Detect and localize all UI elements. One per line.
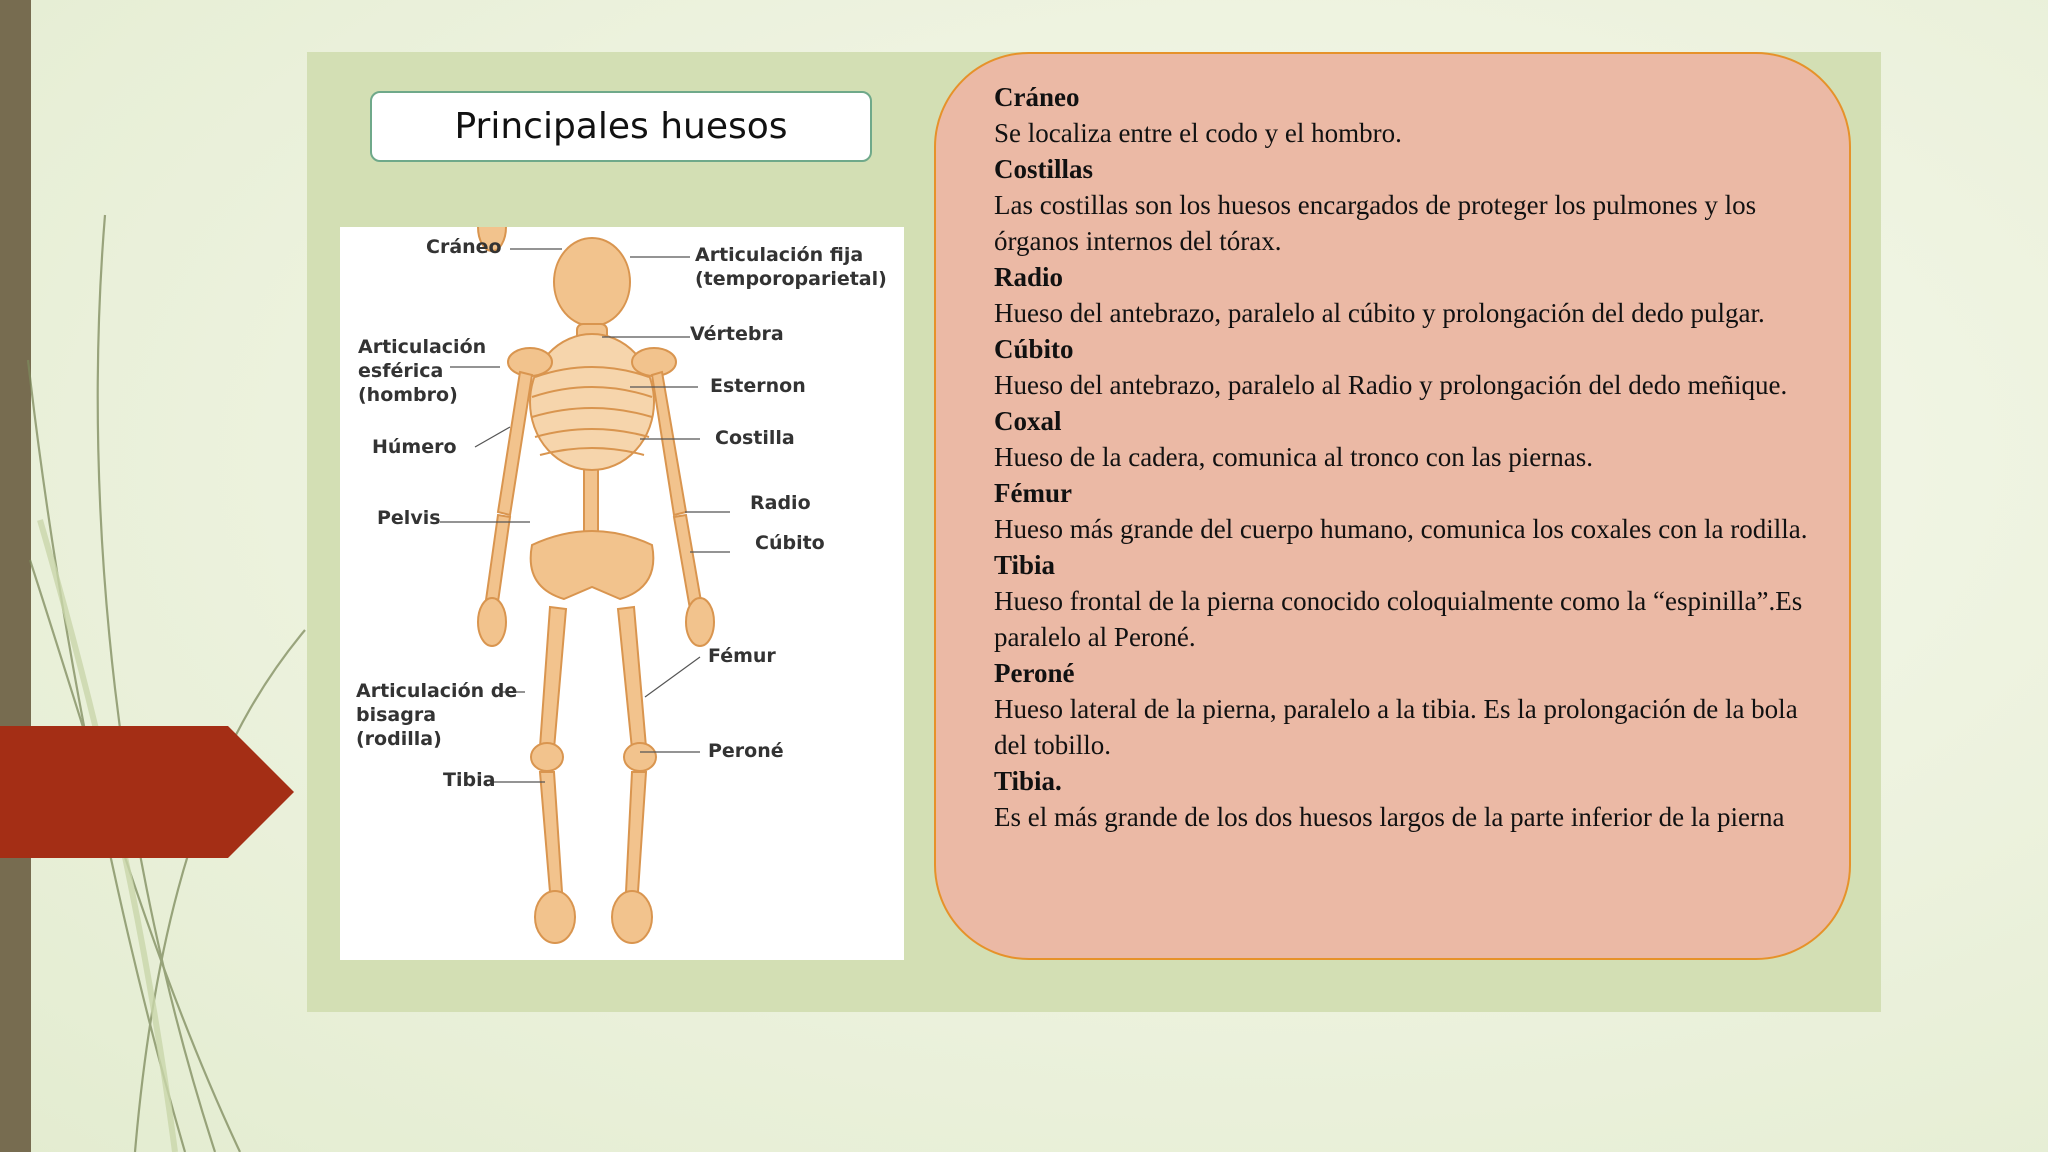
bone-term: Coxal <box>994 406 1062 436</box>
bone-term: Fémur <box>994 478 1072 508</box>
label-cubito: Cúbito <box>755 532 825 554</box>
slide-title: Principales huesos <box>454 106 788 147</box>
bone-term: Radio <box>994 262 1064 292</box>
title-box <box>370 91 872 162</box>
label-vertebra: Vértebra <box>690 323 784 345</box>
bone-description: Hueso más grande del cuerpo humano, comunica los coxales con la rodilla. <box>994 514 1808 544</box>
label-humero: Húmero <box>372 436 457 458</box>
bone-term: Tibia <box>994 550 1056 580</box>
bone-entry <box>994 403 1824 475</box>
label-tibia: Tibia <box>443 769 496 791</box>
bone-entry <box>994 547 1824 655</box>
label-femur: Fémur <box>708 645 776 667</box>
bone-term: Costillas <box>994 154 1094 184</box>
bone-term: Peroné <box>994 658 1075 688</box>
bone-entry <box>994 763 1824 835</box>
bone-description: Las costillas son los huesos encargados de proteger los pulmones y los órganos internos del tórax. <box>994 190 1757 256</box>
bone-entry <box>994 151 1824 259</box>
bone-description: Hueso del antebrazo, paralelo al cúbito y prolongación del dedo pulgar. <box>994 298 1765 328</box>
label-craneo: Cráneo <box>426 236 502 258</box>
label-art-bis-3: (rodilla) <box>356 728 442 750</box>
decorative-swirl-lines <box>0 0 320 1152</box>
skeleton-figure <box>340 227 904 960</box>
label-costilla: Costilla <box>715 427 795 449</box>
bone-term: Cráneo <box>994 82 1080 112</box>
label-art-bis-1: Articulación de <box>356 680 518 702</box>
bone-entry <box>994 259 1824 331</box>
bone-description: Hueso del antebrazo, paralelo al Radio y prolongación del dedo meñique. <box>994 370 1788 400</box>
label-art-esf-1: Articulación <box>358 336 487 358</box>
label-perone: Peroné <box>708 740 784 762</box>
bone-description-list <box>994 79 1824 835</box>
bone-entry <box>994 79 1824 151</box>
label-art-fija-1: Articulación fija <box>695 244 864 266</box>
bone-term: Cúbito <box>994 334 1074 364</box>
bone-entry <box>994 475 1824 547</box>
bone-description: Hueso frontal de la pierna conocido coloquialmente como la “espinilla”.Es paralelo al Peroné. <box>994 586 1803 652</box>
bone-description: Se localiza entre el codo y el hombro. <box>994 118 1402 148</box>
bone-entry <box>994 331 1824 403</box>
bone-description: Es el más grande de los dos huesos largos de la parte inferior de la pierna <box>994 802 1785 832</box>
skeleton-illustration <box>478 227 714 943</box>
label-art-fija-2: (temporoparietal) <box>695 268 887 290</box>
bone-description: Hueso de la cadera, comunica al tronco con las piernas. <box>994 442 1593 472</box>
label-art-esf-3: (hombro) <box>358 384 458 406</box>
label-esternon: Esternon <box>710 375 806 397</box>
bone-term: Tibia. <box>994 766 1062 796</box>
bone-entry <box>994 655 1824 763</box>
red-arrow-shape <box>0 726 296 858</box>
label-pelvis: Pelvis <box>377 507 441 529</box>
label-art-esf-2: esférica <box>358 360 444 382</box>
bone-description: Hueso lateral de la pierna, paralelo a la tibia. Es la prolongación de la bola del tobillo. <box>994 694 1798 760</box>
label-radio: Radio <box>750 492 811 514</box>
label-art-bis-2: bisagra <box>356 704 437 726</box>
